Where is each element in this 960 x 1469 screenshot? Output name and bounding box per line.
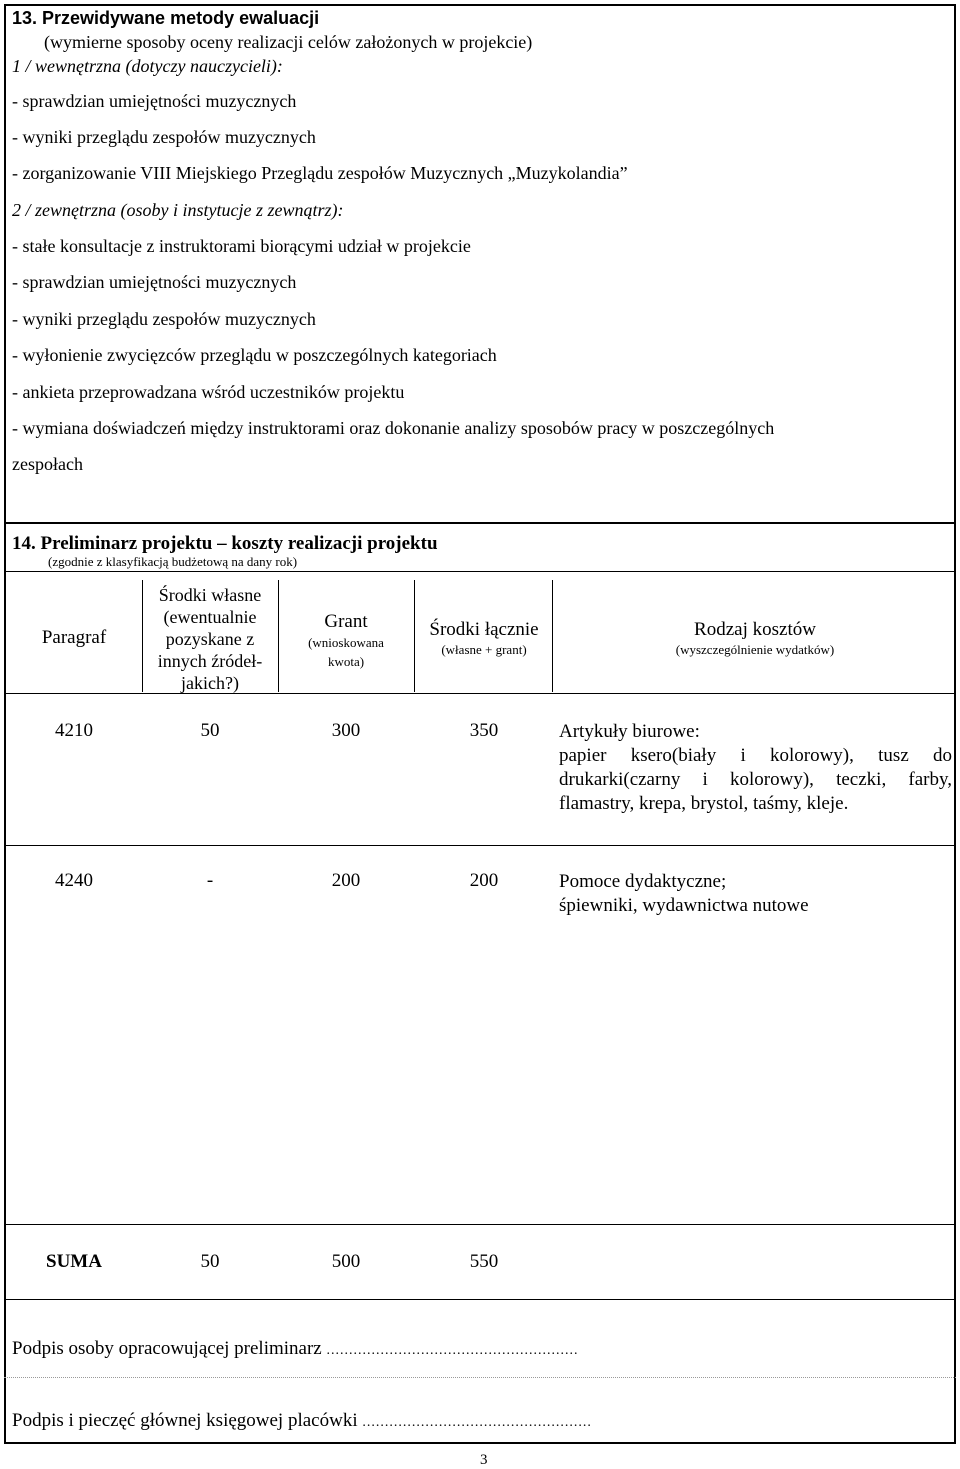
sum-grant: 500 xyxy=(331,1251,361,1272)
sum-total: 550 xyxy=(469,1251,499,1272)
section-divider xyxy=(4,522,956,524)
column-header-cost-type: Rodzaj kosztów xyxy=(694,619,816,640)
table-row-1-own: 50 xyxy=(200,720,220,741)
section-14-heading xyxy=(12,533,438,555)
table-row-2-paragraf: 4240 xyxy=(55,870,93,891)
list-item: - zorganizowanie VIII Miejskiego Przeglądu zespołów Muzycznych „Muzykolandia” xyxy=(12,163,628,183)
column-header-total: Środki łącznie xyxy=(429,619,539,640)
table-row-1-paragraf: 4210 xyxy=(55,720,93,741)
section-14-subheading: (zgodnie z klasyfikacją budżetową na dany rok) xyxy=(48,554,298,569)
list-item: - wymiana doświadczeń między instruktorami oraz dokonanie analizy sposobów pracy w poszczególnych xyxy=(12,418,775,438)
list-item: zespołach xyxy=(12,454,83,474)
table-top-border xyxy=(4,571,956,572)
external-evaluation-label: 2 / zewnętrzna (osoby i instytucje z zewnątrz): xyxy=(12,200,344,220)
signature-accountant xyxy=(12,1409,592,1435)
list-item: - sprawdzian umiejętności muzycznych xyxy=(12,272,297,292)
table-row-1-grant: 300 xyxy=(331,720,361,741)
table-row-2-cost-title: Pomoce dydaktyczne; xyxy=(559,871,727,892)
table-column-divider xyxy=(142,580,143,692)
list-item: - stałe konsultacje z instruktorami biorącymi udział w projekcie xyxy=(12,236,471,256)
table-row-1-total: 350 xyxy=(469,720,499,741)
table-header-border xyxy=(4,693,956,694)
list-item: - wyniki przeglądu zespołów muzycznych xyxy=(12,309,316,329)
table-column-divider xyxy=(414,580,415,692)
column-header-grant-sub: (wnioskowana kwota) xyxy=(308,635,384,669)
table-row-border xyxy=(4,845,956,846)
signature-accountant-label: Podpis i pieczęć głównej księgowej placówki xyxy=(12,1410,358,1431)
table-row-2-own: - xyxy=(206,870,214,891)
column-header-total-sub: (własne + grant) xyxy=(441,642,527,657)
page-number: 3 xyxy=(480,1452,488,1468)
signature-preparer xyxy=(12,1337,578,1363)
section-13-heading: 13. Przewidywane metody ewaluacji xyxy=(12,8,320,28)
signature-divider xyxy=(4,1377,956,1378)
section-13-subheading: (wymierne sposoby oceny realizacji celów założonych w projekcie) xyxy=(44,32,533,52)
column-header-grant: Grant xyxy=(324,611,368,632)
internal-evaluation-label: 1 / wewnętrzna (dotyczy nauczycieli): xyxy=(12,56,283,76)
list-item: - sprawdzian umiejętności muzycznych xyxy=(12,91,297,111)
table-column-divider xyxy=(552,580,553,692)
table-bottom-border xyxy=(4,1299,956,1300)
table-row-2-cost-detail: śpiewniki, wydawnictwa nutowe xyxy=(559,895,809,916)
column-header-paragraf: Paragraf xyxy=(41,627,107,648)
sum-label: SUMA xyxy=(46,1251,102,1272)
sum-own: 50 xyxy=(200,1251,220,1272)
table-row-1-cost-title: Artykuły biurowe: xyxy=(559,721,700,742)
signature-preparer-line: ........................................................ xyxy=(326,1343,579,1358)
list-item: - wyłonienie zwycięzców przeglądu w poszczególnych kategoriach xyxy=(12,345,497,365)
signature-accountant-line: ................................................... xyxy=(362,1415,592,1430)
table-row-1-cost-detail: papier ksero(biały i kolorowy), tusz do drukarki(czarny i kolorowy), teczki, farby, flamastry, krepa, brystol, taśmy, kleje. xyxy=(559,745,952,814)
column-header-cost-type-sub: (wyszczególnienie wydatków) xyxy=(675,642,835,657)
table-column-divider xyxy=(278,580,279,692)
list-item: - ankieta przeprowadzana wśród uczestników projektu xyxy=(12,382,405,402)
column-header-own-funds: Środki własne (ewentualnie pozyskane z innych źródeł-jakich?) xyxy=(157,585,263,693)
table-row-2-grant: 200 xyxy=(331,870,361,891)
section-14-heading-text: 14. Preliminarz projektu – koszty realizacji projektu xyxy=(12,533,438,554)
signature-preparer-label: Podpis osoby opracowującej preliminarz xyxy=(12,1338,322,1359)
table-row-border xyxy=(4,1224,956,1225)
table-row-2-total: 200 xyxy=(469,870,499,891)
list-item: - wyniki przeglądu zespołów muzycznych xyxy=(12,127,316,147)
